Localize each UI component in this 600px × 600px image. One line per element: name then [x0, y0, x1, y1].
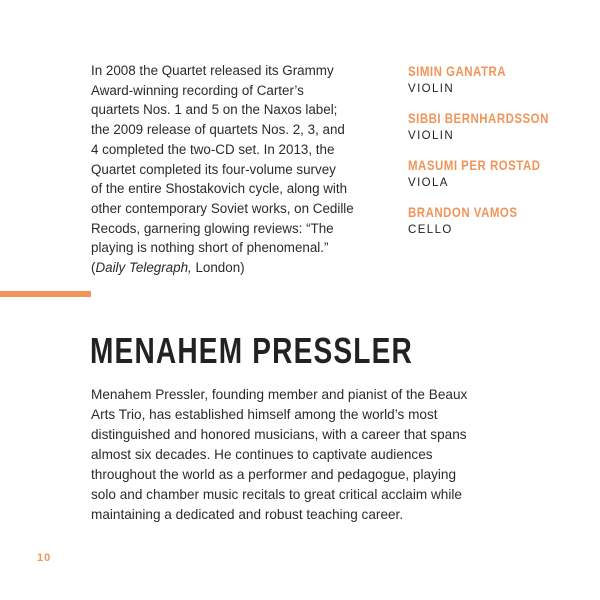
member-role: VIOLA	[408, 177, 449, 189]
text-line: maintaining a dedicated and robust teaching career.	[91, 507, 404, 522]
text-line: Recods, garnering glowing reviews: “The	[91, 220, 334, 236]
member-name: BRANDON VAMOS	[408, 204, 518, 220]
member-name: SIMIN GANATRA	[408, 63, 507, 79]
text-line: quartets Nos. 1 and 5 on the Naxos label;	[91, 102, 338, 118]
member-list	[408, 62, 580, 250]
accent-divider	[0, 291, 91, 297]
citation-location: London)	[191, 260, 245, 276]
text-line: Arts Trio, has established himself among the world’s most	[91, 407, 438, 422]
text-line: Quartet completed its four-volume survey	[91, 161, 336, 177]
text-line: other contemporary Soviet works, on Cedille	[91, 200, 354, 216]
citation-paren: (	[91, 260, 96, 276]
text-line: the 2009 release of quartets Nos. 2, 3, and	[91, 122, 345, 138]
bio-paragraph	[91, 385, 467, 525]
text-line: throughout the world as a performer and pedagogue, playing	[91, 467, 457, 482]
text-line: distinguished and honored musicians, with a career that spans	[91, 427, 467, 442]
page-number: 10	[37, 552, 52, 564]
intro-paragraph	[91, 61, 354, 278]
text-line: of the entire Shostakovich cycle, along with	[91, 181, 348, 197]
text-line: Menahem Pressler, founding member and pianist of the Beaux	[91, 387, 468, 402]
citation-source: Daily Telegraph,	[95, 260, 192, 276]
section-heading: MENAHEM PRESSLER	[90, 330, 413, 371]
member-name: MASUMI PER ROSTAD	[408, 157, 541, 173]
member-role: CELLO	[408, 224, 453, 236]
text-line: solo and chamber music recitals to great critical acclaim while	[91, 487, 462, 502]
member-name: SIBBI BERNHARDSSON	[408, 110, 549, 126]
citation	[91, 258, 354, 278]
text-line: Award-winning recording of Carter’s	[91, 82, 304, 98]
text-line: almost six decades. He continues to captivate audiences	[91, 447, 433, 462]
member-role: VIOLIN	[408, 130, 455, 142]
text-line: playing is nothing short of phenomenal.”	[91, 240, 329, 256]
text-line: 4 completed the two-CD set. In 2013, the	[91, 141, 335, 157]
member-role: VIOLIN	[408, 83, 455, 95]
text-line: In 2008 the Quartet released its Grammy	[91, 63, 334, 78]
